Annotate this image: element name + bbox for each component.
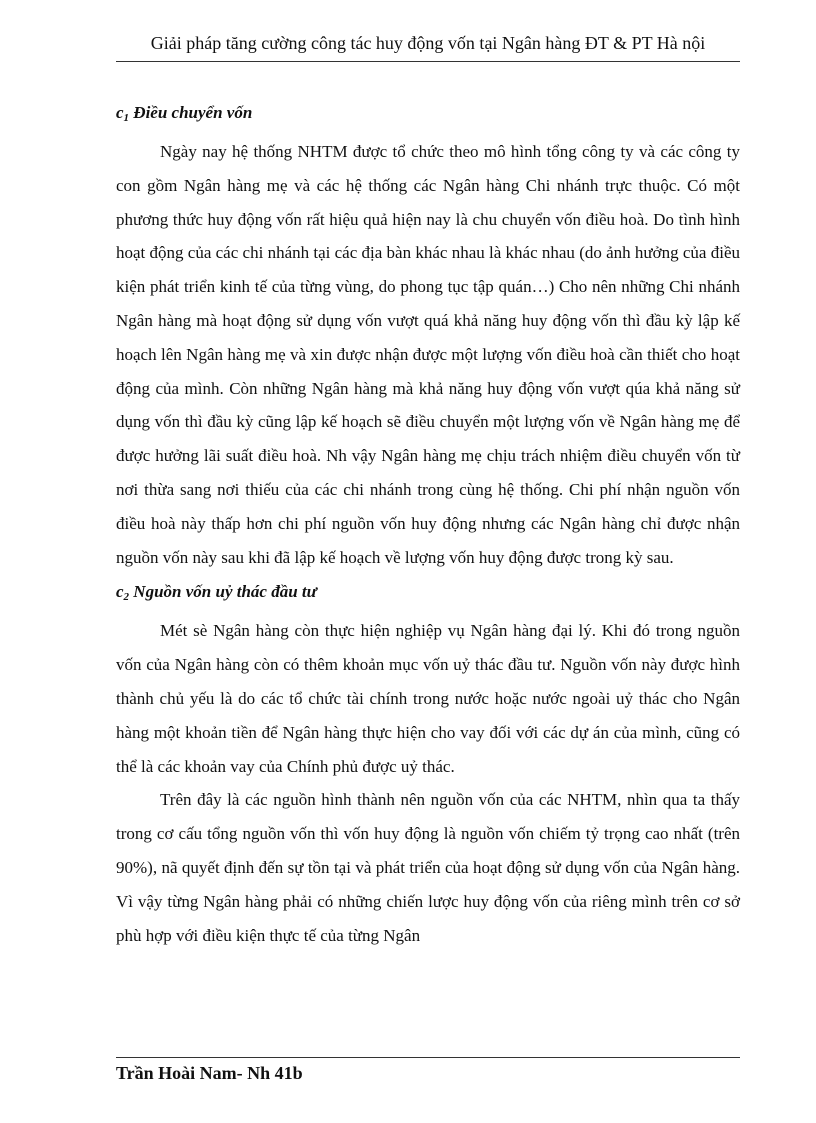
document-body <box>116 96 740 952</box>
paragraph: Trên đây là các nguồn hình thành nên nguồn vốn của các NHTM, nhìn qua ta thấy trong cơ cấu tổng nguồn vốn thì vốn huy động là nguồn vốn chiếm tỷ trọng cao nhất (trên 90%), nã quyết định đến sự tồn tại và phát triển của hoạt động sử dụng vốn của Ngân hàng. Vì vậy từng Ngân hàng phải có những chiến lược huy động vốn của riêng mình trên cơ sở phù hợp với điều kiện thực tế của từng Ngân <box>116 790 740 945</box>
section-label-letter: c <box>116 103 124 122</box>
footer-divider <box>116 1057 740 1058</box>
section-label-subscript: 2 <box>123 591 130 604</box>
paragraph: Ngày nay hệ thống NHTM được tổ chức theo mô hình tổng công ty và các công ty con gồm Ngân hàng mẹ và các hệ thống các Ngân hàng Chi nhánh trực thuộc. Có một phương thức huy động vốn rất hiệu quả hiện nay là chu chuyển vốn điều hoà. Do tình hình hoạt động của các chi nhánh tại các địa bàn khác nhau là khác nhau (do ảnh hưởng của điều kiện phát triển kinh tế của từng vùng, do phong tục tập quán…) Cho nên những Chi nhánh Ngân hàng mà hoạt động sử dụng vốn vượt quá khả năng huy động vốn thì đầu kỳ lập kế hoạch lên Ngân hàng mẹ và xin được nhận được một lượng vốn điều hoà cần thiết cho hoạt động của mình. Còn những Ngân hàng mà khả năng huy động vốn vượt qúa khả năng sử dụng vốn thì đầu kỳ cũng lập kế hoạch sẽ điều chuyển một lượng vốn về Ngân hàng mẹ để được hưởng lãi suất điều hoà. Nh vậy Ngân hàng mẹ chịu trách nhiệm điều chuyển vốn từ nơi thừa sang nơi thiếu của các chi nhánh trong cùng hệ thống. Chi phí nhận nguồn vốn điều hoà này thấp hơn chi phí nguồn vốn huy động nhưng các Ngân hàng chỉ được nhận nguồn vốn này sau khi đã lập kế hoạch về lượng vốn huy động được trong kỳ sau. <box>116 142 740 567</box>
section-label-subscript: 1 <box>123 112 130 124</box>
section-heading-c1 <box>116 96 740 135</box>
section-heading-c2 <box>116 575 740 614</box>
section-label-letter: c <box>116 582 124 602</box>
page-header-title: Giải pháp tăng cường công tác huy động vốn tại Ngân hàng ĐT & PT Hà nội <box>150 33 706 53</box>
section-title: Điều chuyển vốn <box>129 103 253 122</box>
section-title: Nguồn vốn uỷ thác đầu tư <box>129 582 317 602</box>
header-divider <box>116 61 740 62</box>
paragraph: Mét sè Ngân hàng còn thực hiện nghiệp vụ Ngân hàng đại lý. Khi đó trong nguồn vốn của Ngân hàng còn có thêm khoản mục vốn uỷ thác đầu tư. Nguồn vốn này được hình thành chủ yếu là do các tổ chức tài chính trong nước hoặc nước ngoài uỷ thác cho Ngân hàng một khoản tiền để Ngân hàng thực hiện cho vay đối với các dự án của mình, cũng có thể là các khoản vay của Chính phủ được uỷ thác. <box>116 621 740 776</box>
footer-author: Trần Hoài Nam- Nh 41b <box>116 1063 303 1083</box>
